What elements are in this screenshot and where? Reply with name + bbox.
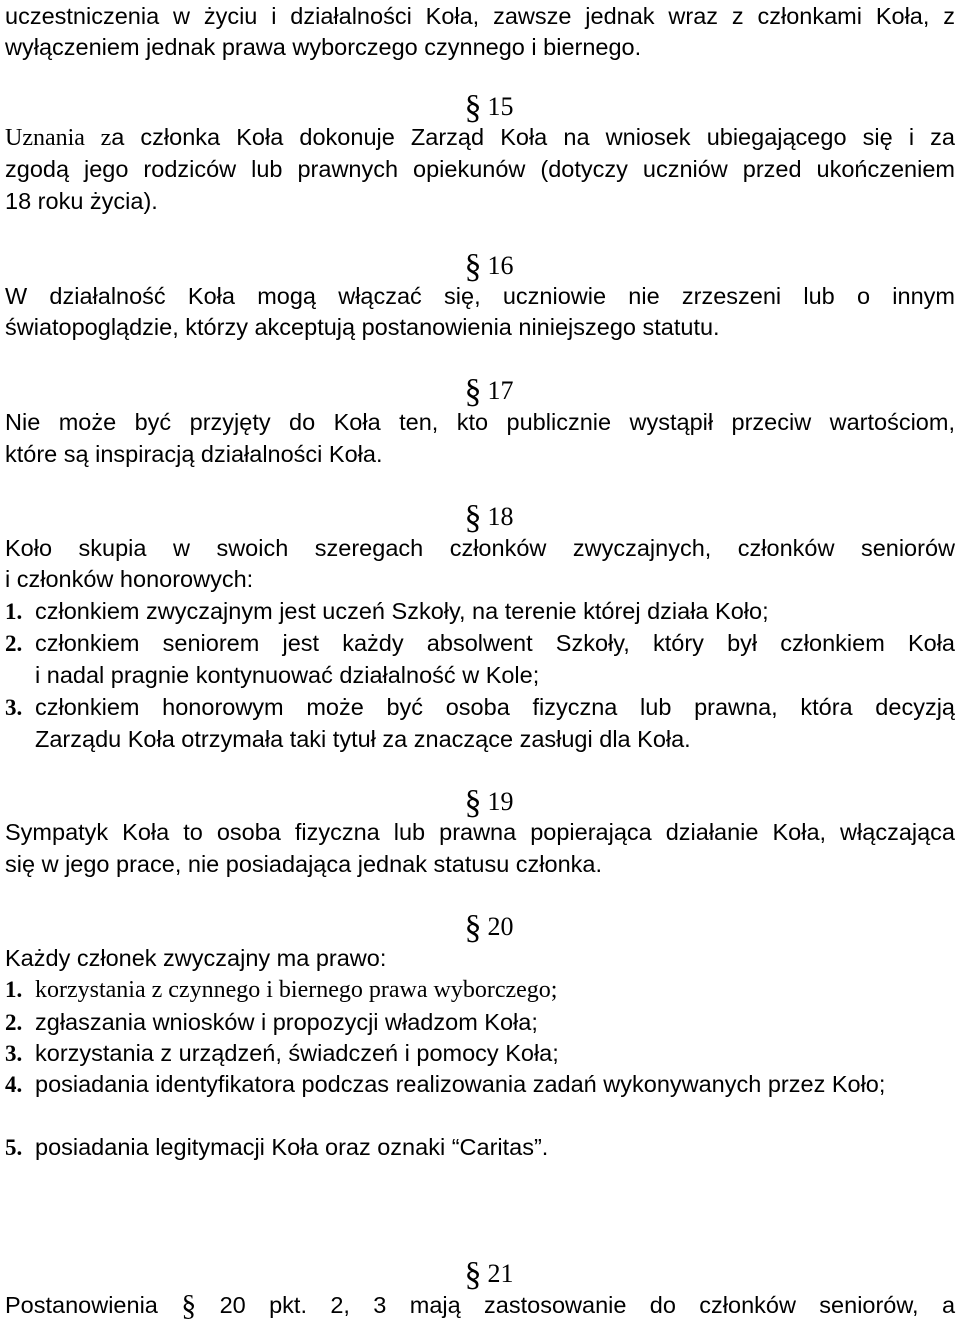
s17-line-1: Nie może być przyjęty do Koła ten, kto publicznie wystąpił przeciw wartościom, bbox=[5, 409, 955, 435]
section-number: 21 bbox=[487, 1259, 514, 1288]
section-heading-15 bbox=[0, 89, 960, 126]
section-heading-16 bbox=[0, 248, 960, 285]
list-item-text-cont: i nadal pragnie kontynuować działalność w Kole; bbox=[35, 662, 540, 688]
s20-list-item bbox=[5, 976, 955, 1007]
list-number: 1. bbox=[5, 977, 23, 1002]
section-symbol: § bbox=[464, 1256, 482, 1293]
s20-list-item bbox=[5, 1070, 955, 1099]
intro-line-2: wyłączeniem jednak prawa wyborczego czynnego i biernego. bbox=[5, 34, 642, 60]
list-number: 2. bbox=[5, 631, 23, 656]
s15-line-1-serif: Uznania z bbox=[5, 125, 112, 151]
list-item-text: posiadania identyfikatora podczas realizowania zadań wykonywanych przez Koło; bbox=[35, 1071, 886, 1097]
list-item-text: członkiem zwyczajnym jest uczeń Szkoły, na terenie której działa Koło; bbox=[35, 598, 769, 624]
s21-line-1-a: Postanowienia bbox=[5, 1292, 158, 1318]
intro-line-1: uczestniczenia w życiu i działalności Koła, zawsze jednak wraz z członkami Koła, z bbox=[5, 3, 955, 29]
s20-line-1: Każdy członek zwyczajny ma prawo: bbox=[5, 945, 387, 971]
list-item-text: członkiem honorowym może być osoba fizyczna lub prawna, która decyzją bbox=[35, 694, 955, 720]
list-item-text: korzystania z czynnego i biernego prawa wyborczego; bbox=[35, 977, 558, 1003]
section-number: 20 bbox=[487, 912, 514, 941]
s16-line-1: W działalność Koła mogą włączać się, uczniowie nie zrzeszeni lub o innym bbox=[5, 283, 955, 309]
section-heading-17 bbox=[0, 373, 960, 410]
list-number: 3. bbox=[5, 1041, 23, 1066]
list-number: 5. bbox=[5, 1135, 23, 1160]
s18-list-item bbox=[5, 597, 955, 626]
section-heading-21 bbox=[0, 1256, 960, 1293]
section-number: 15 bbox=[487, 92, 514, 121]
list-number: 4. bbox=[5, 1072, 23, 1097]
section-number: 16 bbox=[487, 251, 514, 280]
list-item-text: posiadania legitymacji Koła oraz oznaki “Caritas”. bbox=[35, 1134, 549, 1160]
list-number: 2. bbox=[5, 1010, 23, 1035]
s17-line-2: które są inspiracją działalności Koła. bbox=[5, 441, 383, 467]
s19-line-2: się w jego prace, nie posiadająca jednak statusu członka. bbox=[5, 851, 603, 877]
list-item-text: członkiem seniorem jest każdy absolwent Szkoły, który był członkiem Koła bbox=[35, 630, 955, 656]
section-number: 18 bbox=[487, 502, 514, 531]
section-symbol: § bbox=[181, 1289, 197, 1322]
s21-line-1 bbox=[5, 1291, 955, 1320]
s15-line-2: zgodą jego rodziców lub prawnych opiekunów (dotyczy uczniów przed ukończeniem bbox=[5, 156, 955, 182]
section-symbol: § bbox=[464, 909, 482, 946]
list-number: 3. bbox=[5, 695, 23, 720]
s15-line-1 bbox=[5, 123, 955, 152]
section-heading-18 bbox=[0, 499, 960, 536]
s19-line-1: Sympatyk Koła to osoba fizyczna lub prawna popierająca działanie Koła, włączająca bbox=[5, 819, 955, 845]
section-number: 17 bbox=[487, 376, 514, 405]
list-item-text: zgłaszania wniosków i propozycji władzom Koła; bbox=[35, 1009, 538, 1035]
s20-list-item bbox=[5, 1008, 955, 1037]
s18-line-2: i członków honorowych: bbox=[5, 566, 254, 592]
section-symbol: § bbox=[464, 784, 482, 821]
s16-line-2: światopoglądzie, którzy akceptują postanowienia niniejszego statutu. bbox=[5, 314, 720, 340]
s15-line-3: 18 roku życia). bbox=[5, 188, 158, 214]
list-item-text-cont: Zarządu Koła otrzymała taki tytuł za znaczące zasługi dla Koła. bbox=[35, 726, 691, 752]
s21-line-1-b: 20 pkt. 2, 3 mają zastosowanie do członków seniorów, a bbox=[219, 1292, 956, 1318]
section-symbol: § bbox=[464, 248, 482, 285]
section-symbol: § bbox=[464, 89, 482, 126]
section-number: 19 bbox=[487, 787, 514, 816]
list-number: 1. bbox=[5, 599, 23, 624]
section-symbol: § bbox=[464, 373, 482, 410]
s15-line-1-rest: a członka Koła dokonuje Zarząd Koła na wniosek ubiegającego się i za bbox=[111, 124, 955, 150]
section-heading-19 bbox=[0, 784, 960, 821]
s20-list-item bbox=[5, 1133, 955, 1162]
s18-line-1: Koło skupia w swoich szeregach członków zwyczajnych, członków seniorów bbox=[5, 535, 955, 561]
section-heading-20 bbox=[0, 909, 960, 946]
s20-list-item bbox=[5, 1039, 955, 1068]
list-item-text: korzystania z urządzeń, świadczeń i pomocy Koła; bbox=[35, 1040, 559, 1066]
section-symbol: § bbox=[464, 499, 482, 536]
